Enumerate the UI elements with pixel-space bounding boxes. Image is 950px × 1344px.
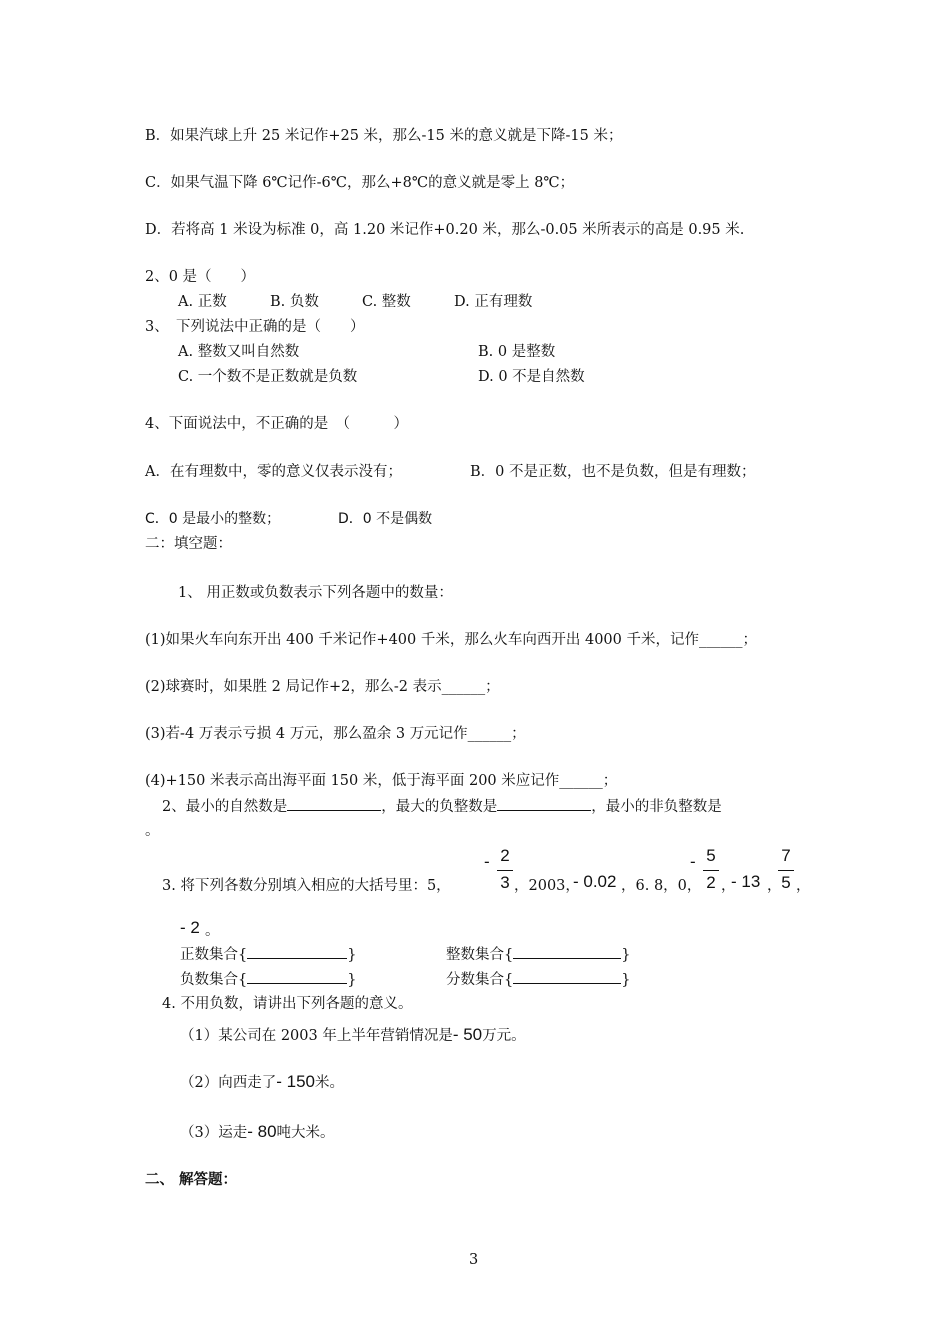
fraction-numerator: 2 — [500, 846, 510, 865]
set-integer-blank — [513, 944, 621, 959]
q2-stem: 2、0 是（ ） — [145, 269, 256, 285]
fill-q2-blank-2 — [497, 796, 591, 811]
fill-q3-sep-2: ，6. 8，0， — [621, 878, 702, 894]
fraction-bar — [497, 870, 513, 871]
set-fraction — [446, 969, 630, 990]
set-positive — [180, 944, 356, 965]
fraction-bar — [778, 870, 794, 871]
set-negative-label: 负数集合{ — [180, 972, 248, 988]
q4-option-a: A．在有理数中，零的意义仅表示没有； — [145, 464, 402, 480]
fill-q1-item-1: (1)如果火车向东开出 400 千米记作+400 千米，那么火车向西开出 4000 千米，记作______； — [145, 632, 757, 648]
fill-q4-item-3-number: - 80 — [247, 1122, 277, 1141]
fill-q3-sep-3: ， — [721, 878, 736, 894]
q4-option-b: B．0 不是正数，也不是负数，但是有理数； — [470, 464, 756, 480]
fraction-numerator: 7 — [781, 846, 791, 865]
fraction-numerator: 5 — [706, 846, 716, 865]
fill-q4-item-2-number: - 150 — [276, 1072, 315, 1091]
fill-q4-item-2-unit: 米。 — [314, 1075, 344, 1091]
fill-q4-item-1-text: （1）某公司在 2003 年上半年营销情况是 — [180, 1028, 453, 1044]
fill-q3-minus-2: - — [690, 852, 696, 871]
q4-stem: 4、下面说法中，不正确的是 （ ） — [145, 416, 408, 432]
set-close: } — [347, 972, 357, 988]
fill-q4-item-2-text: （2）向西走了 — [180, 1075, 277, 1091]
fill-q3-number-last: - 2 — [180, 918, 200, 937]
answer-heading: 二、 解答题： — [145, 1171, 238, 1188]
fill-q3-stem: 3. 将下列各数分别填入相应的大括号里：5， — [162, 878, 451, 894]
set-positive-blank — [247, 944, 347, 959]
q4-option-d: D．0 不是偶数 — [338, 511, 433, 527]
q2-option-a: A. 正数 — [178, 294, 227, 310]
fill-q3-sep-1: ，2003， — [514, 878, 580, 894]
fill-q4-item-2 — [180, 1072, 344, 1093]
q3-option-a: A. 整数又叫自然数 — [178, 344, 300, 360]
q1-option-d: D．若将高 1 米设为标准 0，高 1.20 米记作+0.20 米，那么-0.05 米所表示的高是 0.95 米. — [145, 222, 745, 238]
fill-q4-item-3 — [180, 1122, 335, 1143]
fill-heading: 二：填空题： — [145, 536, 232, 552]
q2-option-d: D. 正有理数 — [454, 294, 533, 310]
q1-option-b: B．如果汽球上升 25 米记作+25 米，那么-15 米的意义就是下降-15 米； — [145, 128, 623, 144]
q3-option-b: B. 0 是整数 — [478, 344, 556, 360]
fill-q2 — [162, 796, 722, 817]
set-close: } — [621, 947, 631, 963]
q3-stem: 3、 下列说法中正确的是（ ） — [145, 319, 365, 335]
set-integer-label: 整数集合{ — [446, 947, 514, 963]
fill-q2-end: 。 — [145, 823, 160, 839]
set-close: } — [347, 947, 357, 963]
fill-q1-stem: 1、 用正数或负数表示下列各题中的数量： — [178, 585, 453, 601]
fill-q3-number-1: - 0.02 — [573, 872, 617, 891]
fill-q3-last-end: 。 — [205, 923, 220, 939]
fraction-denominator: 3 — [500, 873, 510, 892]
fill-q3-sep-4: ， — [767, 878, 782, 894]
fill-q1-item-4: (4)+150 米表示高出海平面 150 米，低于海平面 200 米应记作______； — [145, 773, 618, 789]
q3-option-c: C. 一个数不是正数就是负数 — [178, 369, 358, 385]
q2-option-b: B. 负数 — [270, 294, 319, 310]
fill-q4-stem: 4. 不用负数，请讲出下列各题的意义。 — [162, 996, 413, 1012]
fill-q4-item-3-unit: 吨大米。 — [276, 1125, 335, 1141]
set-fraction-blank — [513, 969, 621, 984]
fill-q4-item-1 — [180, 1025, 526, 1046]
q4-option-c: C．0 是最小的整数； — [145, 511, 281, 527]
fill-q2-part3: ，最小的非负整数是 — [591, 799, 722, 815]
fill-q3-number-2: - 13 — [731, 872, 761, 891]
fill-q4-item-1-number: - 50 — [452, 1025, 483, 1044]
fraction-denominator: 2 — [706, 873, 716, 892]
q3-option-d: D. 0 不是自然数 — [478, 369, 585, 385]
fill-q2-part2: ，最大的负整数是 — [381, 799, 498, 815]
set-positive-label: 正数集合{ — [180, 947, 248, 963]
page-number: 3 — [469, 1252, 479, 1268]
q2-option-c: C. 整数 — [362, 294, 411, 310]
set-integer — [446, 944, 630, 965]
q1-option-c: C．如果气温下降 6℃记作-6℃，那么+8℃的意义就是零上 8℃； — [145, 175, 575, 191]
fill-q3-minus-1: - — [484, 852, 490, 871]
fill-q1-item-3: (3)若-4 万表示亏损 4 万元，那么盈余 3 万元记作______； — [145, 726, 526, 742]
set-fraction-label: 分数集合{ — [446, 972, 514, 988]
fill-q3-sep-5: ， — [796, 878, 811, 894]
fraction-bar — [703, 870, 719, 871]
fill-q2-blank-1 — [287, 796, 381, 811]
fill-q4-item-1-unit: 万元。 — [482, 1028, 526, 1044]
fill-q4-item-3-text: （3）运走 — [180, 1125, 248, 1141]
set-negative — [180, 969, 356, 990]
fill-q2-part1: 2、最小的自然数是 — [162, 799, 288, 815]
fill-q1-item-2: (2)球赛时，如果胜 2 局记作+2，那么-2 表示______； — [145, 679, 500, 695]
fraction-denominator: 5 — [781, 873, 791, 892]
set-close: } — [621, 972, 631, 988]
set-negative-blank — [247, 969, 347, 984]
